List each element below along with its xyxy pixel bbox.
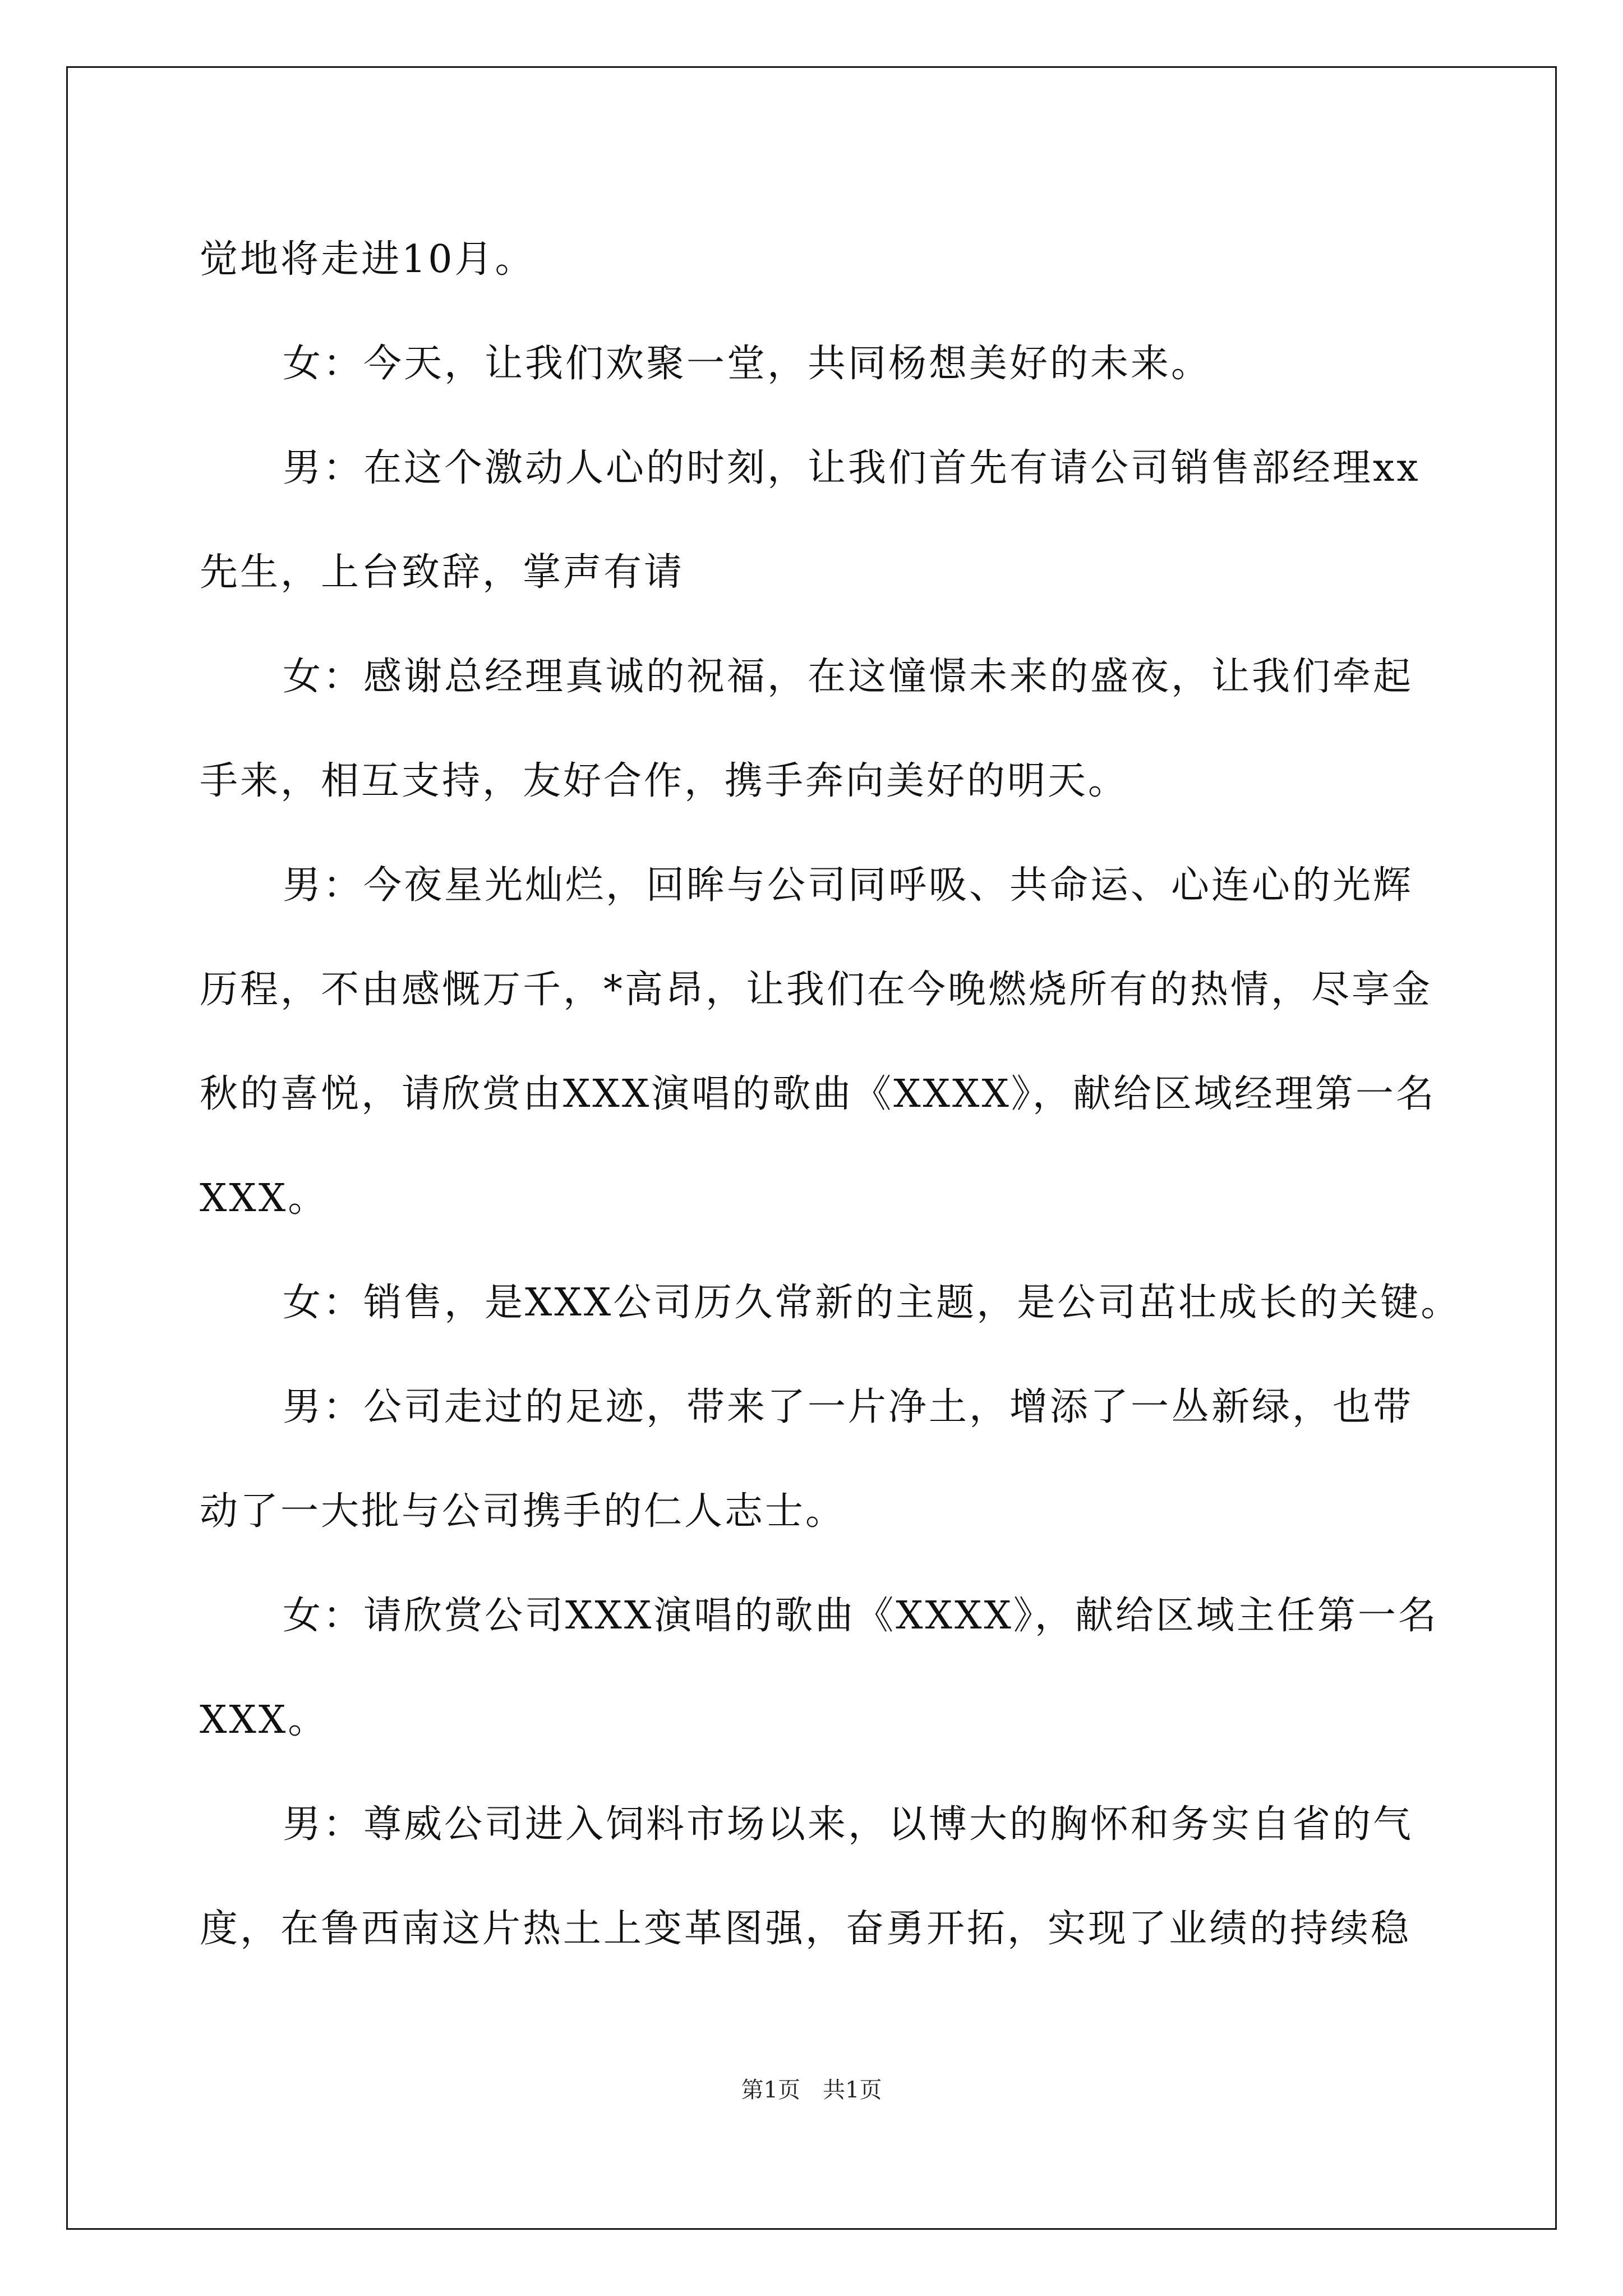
text-line: 手来，相互支持，友好合作，携手奔向美好的明天。 bbox=[200, 759, 1129, 803]
text-line: 动了一大批与公司携手的仁人志士。 bbox=[200, 1489, 846, 1534]
text-line: 度，在鲁西南这片热土上变革图强，奋勇开拓，实现了业绩的持续稳 bbox=[200, 1907, 1412, 1951]
text-line: 觉地将走进10月。 bbox=[200, 237, 536, 282]
text-line: XXX。 bbox=[200, 1698, 329, 1742]
text-line: 男：尊威公司进入饲料市场以来，以博大的胸怀和务实自省的气 bbox=[283, 1802, 1414, 1847]
text-line: 女：销售，是XXX公司历久常新的主题，是公司茁壮成长的关键。 bbox=[283, 1281, 1461, 1325]
text-line: 男：公司走过的足迹，带来了一片净土，增添了一丛新绿，也带 bbox=[283, 1385, 1414, 1429]
text-line: 历程，不由感慨万千，*高昂，让我们在今晚燃烧所有的热情，尽享金 bbox=[200, 968, 1433, 1012]
text-line: 女：感谢总经理真诚的祝福，在这憧憬未来的盛夜，让我们牵起 bbox=[283, 655, 1414, 699]
text-line: 男：在这个激动人心的时刻，让我们首先有请公司销售部经理xx bbox=[283, 446, 1421, 490]
text-line: XXX。 bbox=[200, 1176, 329, 1221]
text-line: 女：今天，让我们欢聚一堂，共同杨想美好的未来。 bbox=[283, 342, 1212, 386]
text-line: 男：今夜星光灿烂，回眸与公司同呼吸、共命运、心连心的光辉 bbox=[283, 863, 1414, 908]
document-body bbox=[200, 208, 1461, 1981]
text-line: 女：请欣赏公司XXX演唱的歌曲《XXXX》，献给区域主任第一名 bbox=[283, 1594, 1438, 1638]
page-number: 第1页 bbox=[741, 2077, 800, 2103]
page-count: 共1页 bbox=[823, 2077, 882, 2103]
text-line: 先生，上台致辞，掌声有请 bbox=[200, 550, 685, 595]
text-line: 秋的喜悦，请欣赏由XXX演唱的歌曲《XXXX》，献给区域经理第一名 bbox=[200, 1072, 1436, 1116]
page-footer bbox=[0, 2077, 1623, 2104]
